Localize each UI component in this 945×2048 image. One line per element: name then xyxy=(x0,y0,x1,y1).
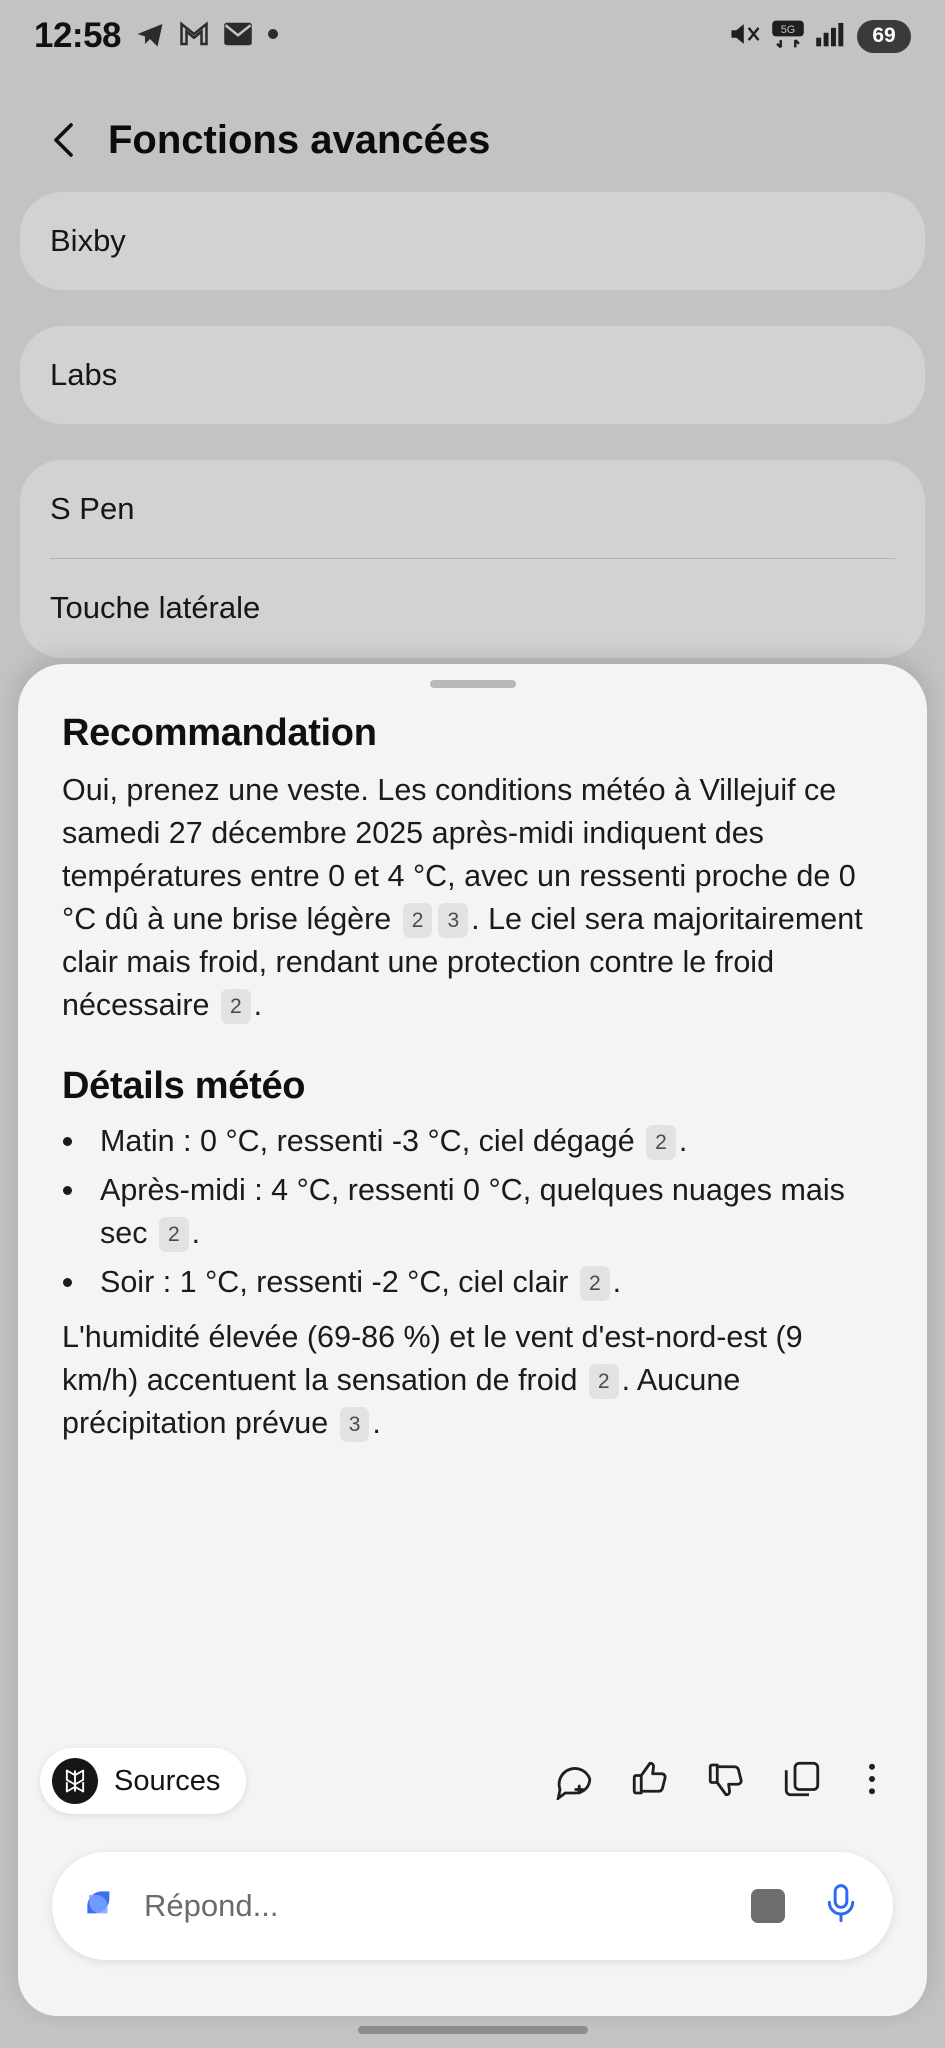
citation-chip[interactable]: 2 xyxy=(580,1266,610,1301)
assistant-bottom-sheet xyxy=(18,664,927,2016)
citation-chip[interactable]: 3 xyxy=(340,1407,370,1442)
weather-details-list xyxy=(88,1120,883,1304)
dot-icon xyxy=(267,27,279,45)
citation-chip[interactable]: 2 xyxy=(159,1217,189,1252)
settings-card-labs xyxy=(20,326,925,424)
recommendation-text-1: Oui, prenez une veste. Les conditions météo à Villejuif ce samedi 27 décembre 2025 après-midi indiquent des températures entre 0 et 4 °C, avec un ressenti proche de 0 °C dû à une brise légère xyxy=(62,773,856,936)
sidebar-item-bixby[interactable] xyxy=(20,192,925,290)
microphone-icon[interactable] xyxy=(821,1882,861,1931)
detail-text-end: . xyxy=(678,1124,688,1158)
mute-icon xyxy=(729,20,761,53)
note-text-3: . xyxy=(372,1406,381,1440)
mail-icon xyxy=(223,21,253,52)
detail-text-end: . xyxy=(191,1216,201,1250)
prompt-input[interactable]: Répond... xyxy=(144,1888,279,1923)
settings-item-label: S Pen xyxy=(50,491,135,526)
sheet-drag-handle[interactable] xyxy=(430,680,516,688)
back-arrow-icon[interactable] xyxy=(46,120,86,160)
thumbs-up-icon[interactable] xyxy=(629,1758,671,1805)
recommendation-heading: Recommandation xyxy=(62,712,377,754)
status-bar-left xyxy=(34,16,279,56)
assistant-logo-icon xyxy=(80,1884,124,1928)
note-text-1: L'humidité élevée (69-86 %) et le vent d'est-nord-est (9 km/h) accentuent la sensation de froid xyxy=(62,1320,803,1397)
svg-text:5G: 5G xyxy=(780,23,796,36)
sidebar-item-labs[interactable] xyxy=(20,326,925,424)
note-text-2: . Aucune précipitation prévue xyxy=(62,1363,741,1440)
citation-chip[interactable]: 2 xyxy=(221,989,251,1024)
recommendation-paragraph xyxy=(62,769,883,1027)
settings-card-pen-side xyxy=(20,460,925,658)
page-title: Fonctions avancées xyxy=(108,117,491,162)
status-bar-right xyxy=(729,19,911,54)
feedback-actions xyxy=(553,1758,887,1805)
settings-card-bixby xyxy=(20,192,925,290)
weather-note-paragraph xyxy=(62,1316,883,1445)
signal-icon xyxy=(815,20,847,53)
thumbs-down-icon[interactable] xyxy=(705,1758,747,1805)
home-indicator[interactable] xyxy=(358,2026,588,2034)
sidebar-item-s-pen[interactable] xyxy=(20,460,925,558)
stop-icon[interactable] xyxy=(751,1889,785,1923)
prompt-input-bar[interactable] xyxy=(52,1852,893,1960)
page-header xyxy=(0,92,945,188)
telegram-icon xyxy=(135,19,165,54)
sources-label: Sources xyxy=(114,1764,221,1797)
settings-item-label: Touche latérale xyxy=(50,590,261,625)
citation-chip[interactable]: 3 xyxy=(438,903,468,938)
status-bar xyxy=(0,0,945,72)
sidebar-item-side-key[interactable] xyxy=(20,559,925,657)
weather-details-heading: Détails météo xyxy=(62,1065,306,1107)
recommendation-text-3: . xyxy=(253,988,263,1022)
5g-icon xyxy=(771,19,805,54)
list-item xyxy=(88,1261,883,1304)
detail-text: Soir : 1 °C, ressenti -2 °C, ciel clair xyxy=(100,1265,569,1299)
more-vertical-icon[interactable] xyxy=(857,1758,887,1805)
detail-text: Matin : 0 °C, ressenti -3 °C, ciel dégagé xyxy=(100,1124,635,1158)
citation-chip[interactable]: 2 xyxy=(403,903,433,938)
citation-chip[interactable]: 2 xyxy=(646,1125,676,1160)
answer-action-row xyxy=(40,1748,887,1814)
comment-add-icon[interactable] xyxy=(553,1758,595,1805)
citation-chip[interactable]: 2 xyxy=(589,1364,619,1399)
copy-icon[interactable] xyxy=(781,1758,823,1805)
battery-icon: 69 xyxy=(857,20,911,53)
detail-text-end: . xyxy=(612,1265,622,1299)
settings-item-label: Labs xyxy=(50,357,118,392)
list-item xyxy=(88,1169,883,1255)
perplexity-icon xyxy=(52,1758,98,1804)
sources-button[interactable] xyxy=(40,1748,246,1814)
status-clock: 12:58 xyxy=(34,16,122,55)
detail-text: Après-midi : 4 °C, ressenti 0 °C, quelques nuages mais sec xyxy=(100,1173,845,1250)
list-item xyxy=(88,1120,883,1163)
settings-item-label: Bixby xyxy=(50,223,126,258)
sheet-content xyxy=(18,688,927,1445)
gmail-icon xyxy=(179,21,209,52)
recommendation-text-2: . Le ciel sera majoritairement clair mais froid, rendant une protection contre le froid nécessaire xyxy=(62,902,863,1022)
